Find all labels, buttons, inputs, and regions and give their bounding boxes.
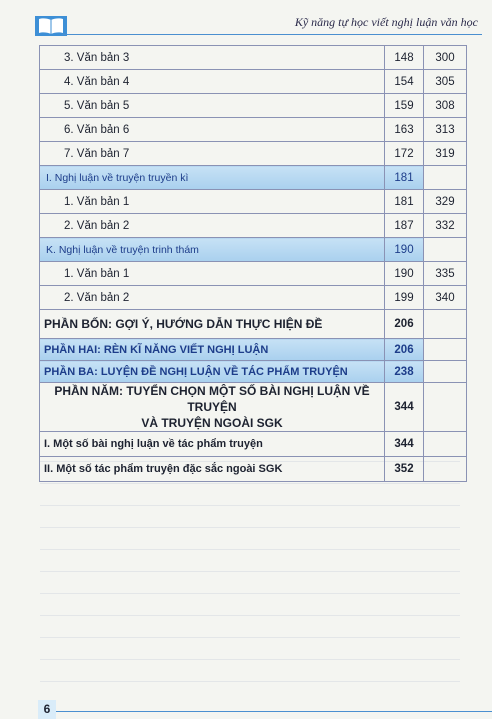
toc-answer-page-number — [424, 432, 467, 457]
toc-answer-page-number — [424, 238, 467, 262]
header-rule — [62, 34, 482, 35]
toc-answer-page-number — [424, 339, 467, 361]
toc-row — [40, 238, 467, 262]
toc-row — [40, 46, 467, 70]
toc-row — [40, 339, 467, 361]
footer-rule — [56, 711, 492, 712]
toc-row — [40, 214, 467, 238]
toc-row — [40, 166, 467, 190]
toc-answer-page-number: 340 — [424, 286, 467, 310]
toc-answer-page-number — [424, 457, 467, 482]
toc-page-number: 238 — [385, 361, 424, 383]
toc-row — [40, 310, 467, 339]
toc-entry-title: II. Một số tác phẩm truyện đặc sắc ngoài SGK — [40, 457, 385, 482]
toc-page-number: 190 — [385, 262, 424, 286]
toc-page-number: 206 — [385, 310, 424, 339]
toc-entry-title: 6. Văn bản 6 — [40, 118, 385, 142]
table-of-contents — [39, 45, 467, 482]
toc-answer-page-number — [424, 383, 467, 432]
toc-answer-page-number: 308 — [424, 94, 467, 118]
toc-page-number: 172 — [385, 142, 424, 166]
toc-entry-title: PHẦN HAI: RÈN KĨ NĂNG VIẾT NGHỊ LUẬN — [40, 339, 385, 361]
toc-row — [40, 262, 467, 286]
toc-row — [40, 118, 467, 142]
toc-answer-page-number — [424, 166, 467, 190]
toc-entry-title: 3. Văn bản 3 — [40, 46, 385, 70]
toc-answer-page-number: 329 — [424, 190, 467, 214]
toc-row — [40, 70, 467, 94]
toc-page-number: 159 — [385, 94, 424, 118]
toc-page-number: 148 — [385, 46, 424, 70]
toc-entry-title: PHẦN BA: LUYỆN ĐỀ NGHỊ LUẬN VỀ TÁC PHẨM TRUYỆN — [40, 361, 385, 383]
toc-entry-title: 7. Văn bản 7 — [40, 142, 385, 166]
toc-row — [40, 286, 467, 310]
running-title: Kỹ năng tự học viết nghị luận văn học — [294, 15, 478, 29]
toc-answer-page-number: 319 — [424, 142, 467, 166]
toc-answer-page-number: 305 — [424, 70, 467, 94]
toc-row — [40, 432, 467, 457]
toc-row — [40, 383, 467, 432]
toc-page-number: 352 — [385, 457, 424, 482]
toc-page-number: 187 — [385, 214, 424, 238]
toc-answer-page-number: 332 — [424, 214, 467, 238]
toc-entry-title: 1. Văn bản 1 — [40, 190, 385, 214]
toc-entry-title: 2. Văn bản 2 — [40, 214, 385, 238]
toc-entry-title: 4. Văn bản 4 — [40, 70, 385, 94]
toc-row — [40, 361, 467, 383]
toc-page-number: 163 — [385, 118, 424, 142]
toc-entry-title: PHẦN NĂM: TUYỂN CHỌN MỘT SỐ BÀI NGHỊ LUẬN VỀ TRUYỆN VÀ TRUYỆN NGOÀI SGK — [40, 383, 385, 432]
toc-row — [40, 190, 467, 214]
toc-entry-title: PHẦN BỐN: GỢI Ý, HƯỚNG DẪN THỰC HIỆN ĐỀ — [40, 310, 385, 339]
page-number: 6 — [38, 700, 56, 719]
toc-page-number: 190 — [385, 238, 424, 262]
toc-page-number: 199 — [385, 286, 424, 310]
toc-answer-page-number: 335 — [424, 262, 467, 286]
toc-page-number: 154 — [385, 70, 424, 94]
page-header — [0, 0, 492, 40]
toc-answer-page-number: 313 — [424, 118, 467, 142]
toc-entry-title: 1. Văn bản 1 — [40, 262, 385, 286]
toc-page-number: 344 — [385, 432, 424, 457]
toc-page-number: 344 — [385, 383, 424, 432]
toc-entry-title: 2. Văn bản 2 — [40, 286, 385, 310]
toc-answer-page-number: 300 — [424, 46, 467, 70]
toc-answer-page-number — [424, 361, 467, 383]
toc-entry-title: I. Một số bài nghị luận về tác phẩm truyện — [40, 432, 385, 457]
toc-row — [40, 142, 467, 166]
toc-entry-title: I. Nghị luận về truyện truyền kì — [40, 166, 385, 190]
toc-row — [40, 457, 467, 482]
toc-page-number: 181 — [385, 190, 424, 214]
toc-page-number: 181 — [385, 166, 424, 190]
toc-page-number: 206 — [385, 339, 424, 361]
toc-entry-title: 5. Văn bản 5 — [40, 94, 385, 118]
toc-row — [40, 94, 467, 118]
toc-entry-title: K. Nghị luận về truyện trinh thám — [40, 238, 385, 262]
toc-answer-page-number — [424, 310, 467, 339]
